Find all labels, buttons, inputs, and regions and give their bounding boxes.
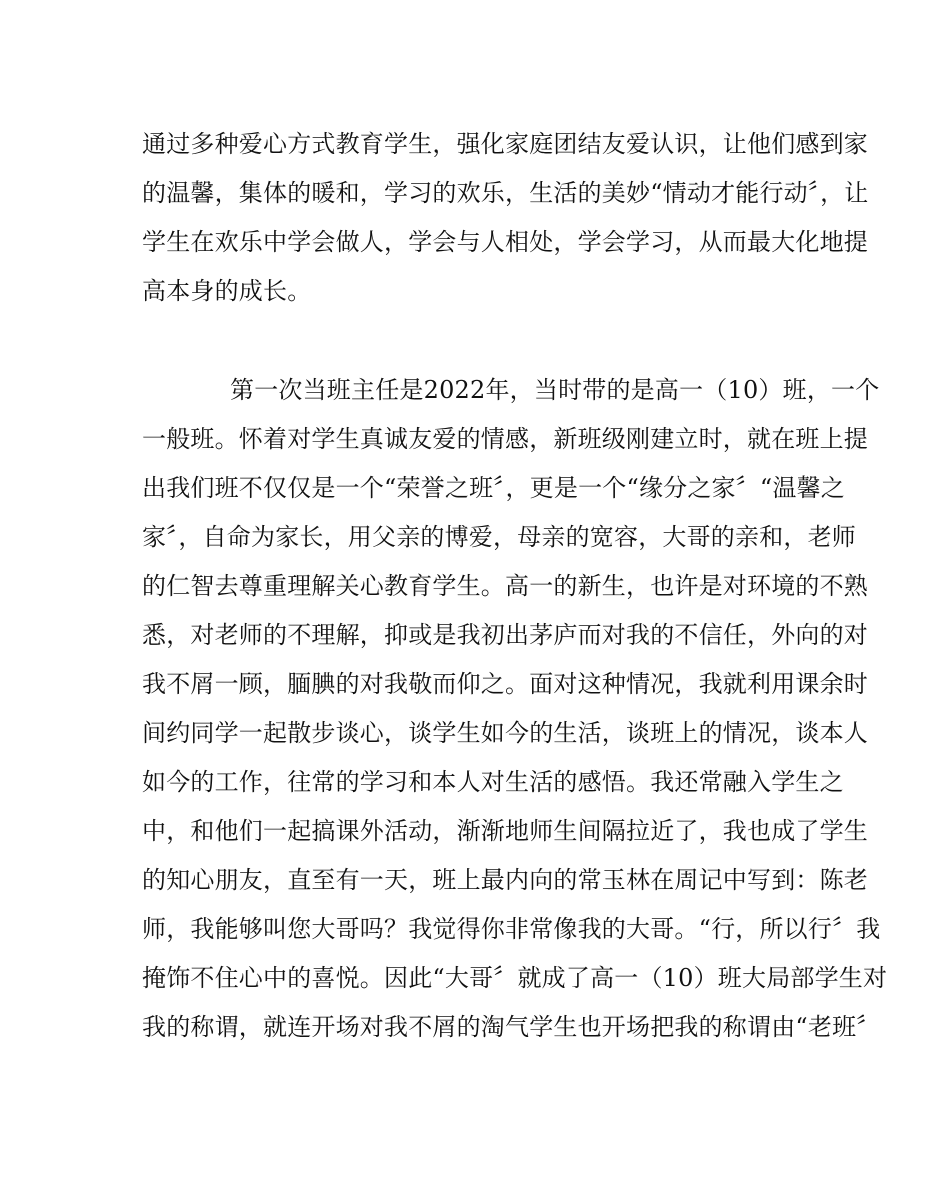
text-line: 学生在欢乐中学会做人，学会与人相处，学会学习，从而最大化地提 (142, 228, 868, 256)
text-line: 家〞，自命为家长，用父亲的博爱，母亲的宽容，大哥的亲和，老师 (142, 523, 856, 551)
text-line: 我不屑一顾，腼腆的对我敬而仰之。面对这种情况，我就利用课余时 (142, 670, 868, 698)
paragraph-1 (142, 120, 869, 316)
text-line: 一般班。怀着对学生真诚友爱的情感，新班级刚建立时，就在班上提 (142, 425, 868, 453)
text-line: 师，我能够叫您大哥吗？我觉得你非常像我的大哥。“行，所以行〞我 (142, 915, 881, 943)
text-line: 悉，对老师的不理解，抑或是我初出茅庐而对我的不信任，外向的对 (142, 621, 868, 649)
text-line: 我的称谓，就连开场对我不屑的淘气学生也开场把我的称谓由“老班〞 (142, 1013, 881, 1041)
paragraph-2 (142, 366, 888, 1052)
text-line-indented: 第一次当班主任是2022年，当时带的是高一（10）班，一个 (230, 376, 880, 404)
text-line: 间约同学一起散步谈心，谈学生如今的生活，谈班上的情况，谈本人 (142, 719, 868, 747)
text-line: 高本身的成长。 (142, 277, 312, 305)
text-line: 掩饰不住心中的喜悦。因此“大哥〞就成了高一（10）班大局部学生对 (142, 964, 888, 992)
text-line: 的温馨，集体的暖和，学习的欢乐，生活的美妙“情动才能行动〞，让 (142, 179, 869, 207)
text-line: 如今的工作，往常的学习和本人对生活的感悟。我还常融入学生之 (142, 768, 844, 796)
text-line: 的仁智去尊重理解关心教育学生。高一的新生，也许是对环境的不熟 (142, 572, 868, 600)
text-line: 中，和他们一起搞课外活动，渐渐地师生间隔拉近了，我也成了学生 (142, 817, 868, 845)
text-line: 的知心朋友，直至有一天，班上最内向的常玉林在周记中写到：陈老 (142, 866, 868, 894)
text-line: 出我们班不仅仅是一个“荣誉之班〞，更是一个“缘分之家〞“温馨之 (142, 474, 846, 502)
text-line: 通过多种爱心方式教育学生，强化家庭团结友爱认识，让他们感到家 (142, 130, 868, 158)
